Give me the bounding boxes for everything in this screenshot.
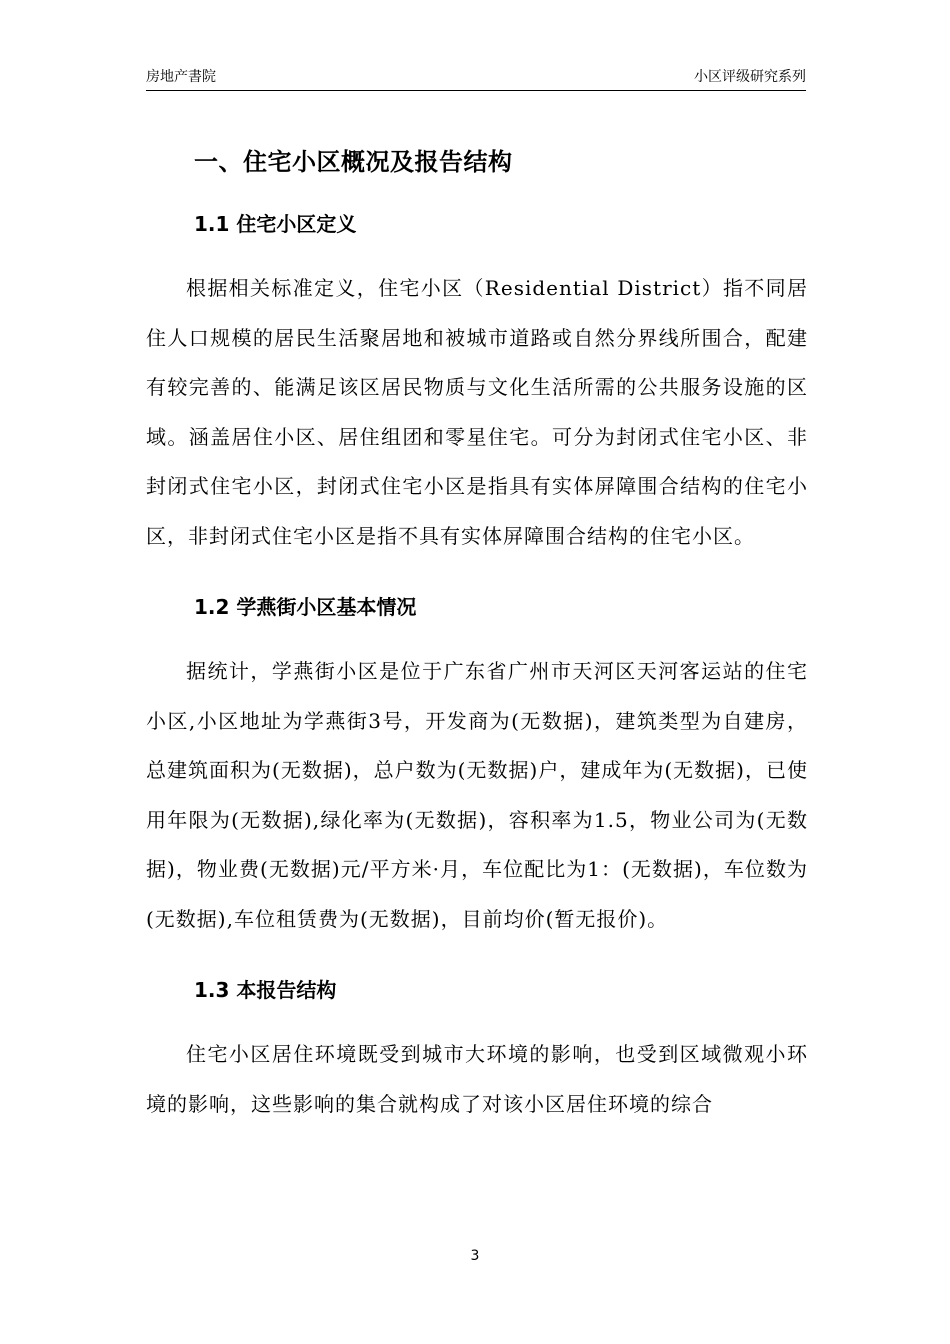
page-header: [146, 66, 806, 91]
page-content: [146, 140, 808, 1129]
page-number: 3: [470, 1248, 480, 1264]
subsection-heading-report-structure: 1.3 本报告结构: [194, 978, 337, 1002]
subsection-heading-basic-info: 1.2 学燕街小区基本情况: [194, 595, 417, 619]
paragraph-report-structure: 住宅小区居住环境既受到城市大环境的影响，也受到区域微观小环境的影响，这些影响的集合就构成了对该小区居住环境的综合: [146, 1042, 808, 1116]
header-series-title: 小区评级研究系列: [694, 69, 806, 85]
paragraph-definition: 根据相关标准定义，住宅小区（Residential District）指不同居住人口规模的居民生活聚居地和被城市道路或自然分界线所围合，配建有较完善的、能满足该区居民物质与文化生活所需的公共服务设施的区域。涵盖居住小区、居住组团和零星住宅。可分为封闭式住宅小区、非封闭式住宅小区，封闭式住宅小区是指具有实体屏障围合结构的住宅小区，非封闭式住宅小区是指不具有实体屏障围合结构的住宅小区。: [146, 276, 808, 548]
subsection-heading-definition: 1.1 住宅小区定义: [194, 212, 357, 236]
header-publisher: 房地产書院: [146, 69, 216, 85]
paragraph-basic-info: 据统计，学燕街小区是位于广东省广州市天河区天河客运站的住宅小区,小区地址为学燕街3号，开发商为(无数据)，建筑类型为自建房，总建筑面积为(无数据)，总户数为(无数据)户，建成年为(无数据)，已使用年限为(无数据),绿化率为(无数据)，容积率为1.5，物业公司为(无数据)，物业费(无数据)元/平方米·月，车位配比为1：(无数据)，车位数为(无数据),车位租赁费为(无数据)，目前均价(暂无报价)。: [146, 659, 808, 931]
section-title: 一、住宅小区概况及报告结构: [194, 148, 513, 176]
